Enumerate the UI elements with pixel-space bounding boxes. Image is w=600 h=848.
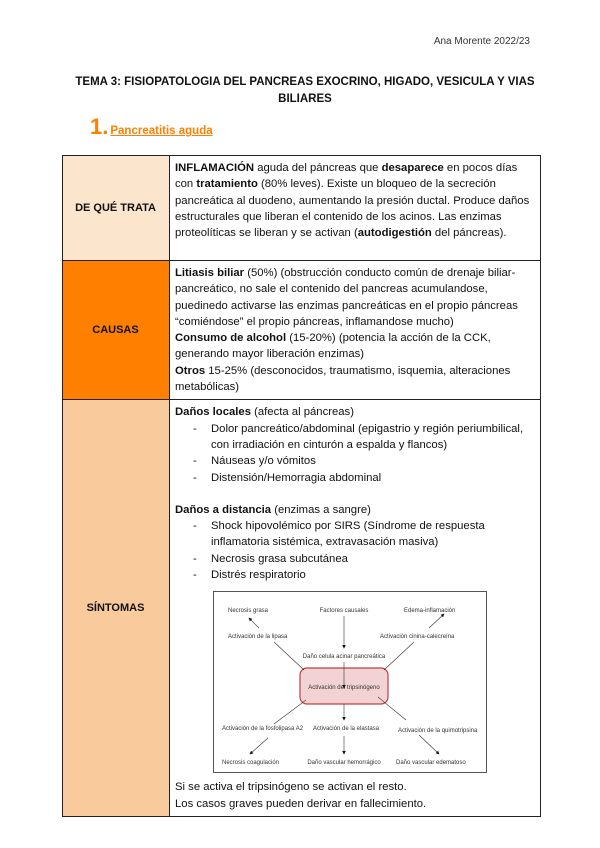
local-list [175,421,534,486]
footer-note-2: Los casos graves pueden derivar en fallecimiento. [175,797,427,810]
node-br: Activación de la quimotripsina [398,728,478,735]
node-tl: Necrosis grasa [228,608,269,615]
row-trata [63,156,541,261]
node-top: Factores causales [319,608,369,615]
node-dano: Daño celula acinar pancreática [302,654,386,661]
node-tr: Edema-inflamación [404,608,456,615]
node-bm2: Daño vascular hemorrágico [307,760,381,767]
section-heading [90,114,213,140]
footer-note-1: Si se activa el tripsinógeno se activan el resto. [175,781,407,794]
list-item: - Náuseas y/o vómitos [211,453,534,469]
node-br2: Daño vascular edematoso [396,760,466,767]
distance-list [175,518,534,583]
node-center: Activación del tripsinógeno [308,685,380,692]
row-sintomas [63,400,541,817]
section-label: Pancreatitis aguda [110,125,213,137]
node-tl2: Activación de la lipasa [228,634,288,641]
trypsinogen-diagram [213,591,487,773]
row-label: CAUSAS [63,261,170,400]
node-bl: Activación de la fosfolipasa A2 [222,726,304,733]
node-bl2: Necrosis coagulación [222,760,280,767]
row-content: Daños locales (afecta al páncreas) - Dolor pancreático/abdominal (epigastrio y región periumbilical, con irradiación en cinturón a espalda y flancos) - Náuseas y/o vómitos - Distensión/Hemorragia abdominal Daños a distancia (enzimas a sangre) - Shock hipovolémico por SIRS (Síndrome de respuesta inflamatoria sistémica, extravasación masiva) - Necrosis grasa subcutánea - Distrés respiratorio Activación del tripsinógeno Factores causales Daño celula acinar pancreática Necrosis grasa Activación de la lipasa Edema-inflamación Activación cinina-calecreína Activación de la fosfolipasa A2 Necrosis coagulación Activación de la elastasa Daño vascular hemorrágico Activación de la quimotripsina Daño vascular edematoso Si se activa el tripsinógeno se activan el resto. Los casos graves pueden derivar en fallecimiento. [170,400,541,817]
list-item: - Distensión/Hemorragia abdominal [211,470,534,486]
page-title: TEMA 3: FISIOPATOLOGIA DEL PANCREAS EXOCRINO, HIGADO, VESICULA Y VIAS BILIARES [75,76,535,105]
row-causas [63,261,541,400]
node-tr2: Activación cinina-calecreína [380,634,455,641]
list-item: - Distrés respiratorio [211,567,534,583]
summary-table [62,155,541,817]
row-content: Litiasis biliar (50%) (obstrucción conducto común de drenaje biliar-pancreático, no sale el contenido del pancreas acumulandose, puedinedo activarse las enzimas pancreáticas en el propio páncreas “comiéndose” el propio páncreas, inflamandose mucho) Consumo de alcohol (15-20%) (potencia la acción de la CCK, generando mayor liberación enzimas) Otros 15-25% (desconocidos, traumatismo, isquemia, alteraciones metabólicas) [170,261,541,400]
row-content: INFLAMACIÓN aguda del páncreas que desaparece en pocos días con tratamiento (80% leves). Existe un bloqueo de la secreción pancreática al duodeno, aumentando la presión ductal. Produce daños estructurales que liberan el contenido de los acinos. Las enzimas proteolíticas se liberan y se activan (autodigestión del páncreas). [170,156,541,261]
list-item: - Necrosis grasa subcutánea [211,551,534,567]
section-number: 1. [90,114,109,139]
author-header: Ana Morente 2022/23 [433,36,530,47]
node-bm: Activación de la elastasa [312,726,380,733]
row-label: SÍNTOMAS [63,400,170,817]
list-item: - Dolor pancreático/abdominal (epigastrio y región periumbilical, con irradiación en cinturón a espalda y flancos) [211,421,534,454]
list-item: - Shock hipovolémico por SIRS (Síndrome de respuesta inflamatoria sistémica, extravasación masiva) [211,518,534,551]
row-label: DE QUÉ TRATA [63,156,170,261]
